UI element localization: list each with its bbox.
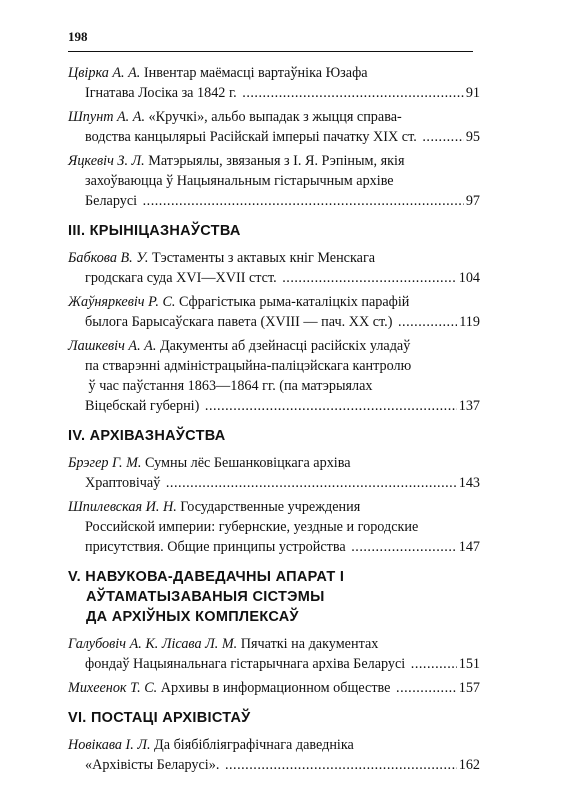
toc-entry — [68, 453, 480, 493]
entry-page-number: 104 — [458, 270, 480, 286]
toc-entry-line — [68, 151, 480, 171]
section-heading-line: V. НАВУКОВА-ДАВЕДАЧНЫ АПАРАТ І — [68, 569, 345, 585]
entry-page-number: 151 — [458, 656, 480, 672]
entry-title: «Кручкі», альбо выпадак з жыцця справа- — [145, 109, 402, 125]
entry-title: Пячаткі на дакументах — [237, 636, 379, 652]
toc-entry-line — [68, 497, 480, 517]
entry-title: па стварэнні адміністрацыйна-паліцэйскага кантролю — [85, 358, 412, 374]
toc-entry-line — [68, 735, 480, 755]
toc-entry-line — [68, 268, 480, 288]
entry-title: Сумны лёс Бешанковіцкага архіва — [141, 455, 351, 471]
dot-leader — [166, 473, 457, 493]
toc-entry-line — [68, 63, 480, 83]
dot-leader — [282, 268, 457, 288]
entry-page-number: 143 — [458, 475, 480, 491]
entry-title: Беларусі — [85, 193, 141, 209]
section-heading-line: VI. ПОСТАЦІ АРХІВІСТАЎ — [68, 710, 251, 726]
entry-title: Ігнатава Лосіка за 1842 г. — [85, 85, 241, 101]
entry-title: «Архівісты Беларусі». — [85, 757, 223, 773]
toc-entry — [68, 248, 480, 288]
toc-entry-line — [68, 356, 480, 376]
entry-author: Жаўняркевіч Р. С. — [68, 294, 176, 310]
toc-entry-line — [68, 312, 480, 332]
toc-entry-line — [68, 517, 480, 537]
dot-leader — [422, 127, 463, 147]
toc-entry — [68, 634, 480, 674]
entry-author: Бабкова В. У. — [68, 250, 149, 266]
dot-leader — [242, 83, 464, 103]
entry-page-number: 162 — [458, 757, 480, 773]
dot-leader — [396, 678, 457, 698]
toc-entry-line — [68, 191, 480, 211]
page-number: 198 — [68, 29, 88, 44]
section-heading-line: IV. АРХІВАЗНАЎСТВА — [68, 428, 226, 444]
entry-title: Тэстаменты з актавых кніг Менскага — [148, 250, 376, 266]
entry-page-number: 157 — [458, 680, 480, 696]
header-rule — [68, 51, 473, 52]
entry-title: Інвентар маёмасці вартаўніка Юзафа — [140, 65, 368, 81]
entry-author: Брэгер Г. М. — [68, 455, 142, 471]
entry-title: Матэрыялы, звязаныя з І. Я. Рэпіным, якія — [144, 153, 405, 169]
table-of-contents — [68, 63, 480, 779]
section-heading — [68, 708, 480, 728]
toc-entry-line — [68, 336, 480, 356]
entry-author: Цвірка А. А. — [68, 65, 141, 81]
section-heading — [68, 221, 480, 241]
entry-author: Лашкевіч А. А. — [68, 338, 157, 354]
entry-page-number: 95 — [465, 129, 480, 145]
entry-author: Шпилевская И. Н. — [68, 499, 177, 515]
toc-entry — [68, 735, 480, 775]
toc-entry-line — [68, 396, 480, 416]
toc-entry-line — [68, 678, 480, 698]
toc-entry — [68, 151, 480, 211]
entry-page-number: 91 — [465, 85, 480, 101]
toc-entry-line — [68, 453, 480, 473]
dot-leader — [205, 396, 457, 416]
entry-page-number: 137 — [458, 398, 480, 414]
toc-entry — [68, 63, 480, 103]
toc-entry — [68, 292, 480, 332]
entry-author: Галубовіч А. К. Лісава Л. М. — [68, 636, 238, 652]
entry-author: Новікава І. Л. — [68, 737, 151, 753]
dot-leader — [143, 191, 464, 211]
entry-title: былога Барысаўскага павета (XVIII — пач. XX ст.) — [85, 314, 396, 330]
entry-title: захоўваюцца ў Нацыянальным гістарычным архіве — [85, 173, 394, 189]
toc-entry-line — [68, 292, 480, 312]
entry-title: Храптовічаў — [85, 475, 164, 491]
entry-title: Віцебскай губерні) — [85, 398, 203, 414]
entry-page-number: 97 — [465, 193, 480, 209]
toc-entry-line — [68, 376, 480, 396]
dot-leader — [351, 537, 457, 557]
toc-entry — [68, 678, 480, 698]
section-heading-line: АЎТАМАТЫЗАВАНЫЯ СІСТЭМЫ — [86, 589, 325, 605]
toc-entry-line — [68, 473, 480, 493]
toc-entry-line — [68, 654, 480, 674]
entry-title: Российской империи: губернские, уездные и городские — [85, 519, 419, 535]
entry-title: водства канцылярыі Расійскай імперыі пачатку XIX ст. — [85, 129, 421, 145]
entry-title: присутствия. Общие принципы устройства — [85, 539, 350, 555]
entry-page-number: 147 — [458, 539, 480, 555]
toc-entry-line — [68, 537, 480, 557]
section-heading-line: ДА АРХІЎНЫХ КОМПЛЕКСАЎ — [86, 609, 299, 625]
entry-title: фондаў Нацыянальнага гістарычнага архіва Беларусі — [85, 656, 409, 672]
entry-author: Шпунт А. А. — [68, 109, 145, 125]
toc-entry-line — [68, 127, 480, 147]
entry-page-number: 119 — [459, 314, 480, 330]
entry-title: ў час паўстання 1863—1864 гг. (па матэрыялах — [85, 378, 373, 394]
dot-leader — [398, 312, 457, 332]
toc-entry-line — [68, 171, 480, 191]
entry-title: Архивы в информационном обществе — [157, 680, 395, 696]
toc-entry — [68, 107, 480, 147]
entry-title: Государственные учреждения — [176, 499, 361, 515]
toc-entry — [68, 497, 480, 557]
toc-entry-line — [68, 634, 480, 654]
toc-entry-line — [68, 83, 480, 103]
entry-title: Да біябібліяграфічнага даведніка — [150, 737, 354, 753]
entry-author: Михеенок Т. С. — [68, 680, 158, 696]
dot-leader — [225, 755, 457, 775]
section-heading — [68, 426, 480, 446]
toc-entry-line — [68, 755, 480, 775]
section-heading-line: ІІІ. КРЫНІЦАЗНАЎСТВА — [68, 223, 241, 239]
toc-entry — [68, 336, 480, 416]
entry-title: Сфрагістыка рыма-каталіцкіх парафій — [175, 294, 410, 310]
toc-entry-line — [68, 248, 480, 268]
entry-title: Дакументы аб дзейнасці расійскіх уладаў — [156, 338, 411, 354]
toc-entry-line — [68, 107, 480, 127]
section-heading — [68, 567, 480, 627]
entry-author: Яцкевіч З. Л. — [68, 153, 145, 169]
entry-title: гродскага суда XVI—XVII стст. — [85, 270, 281, 286]
dot-leader — [411, 654, 457, 674]
